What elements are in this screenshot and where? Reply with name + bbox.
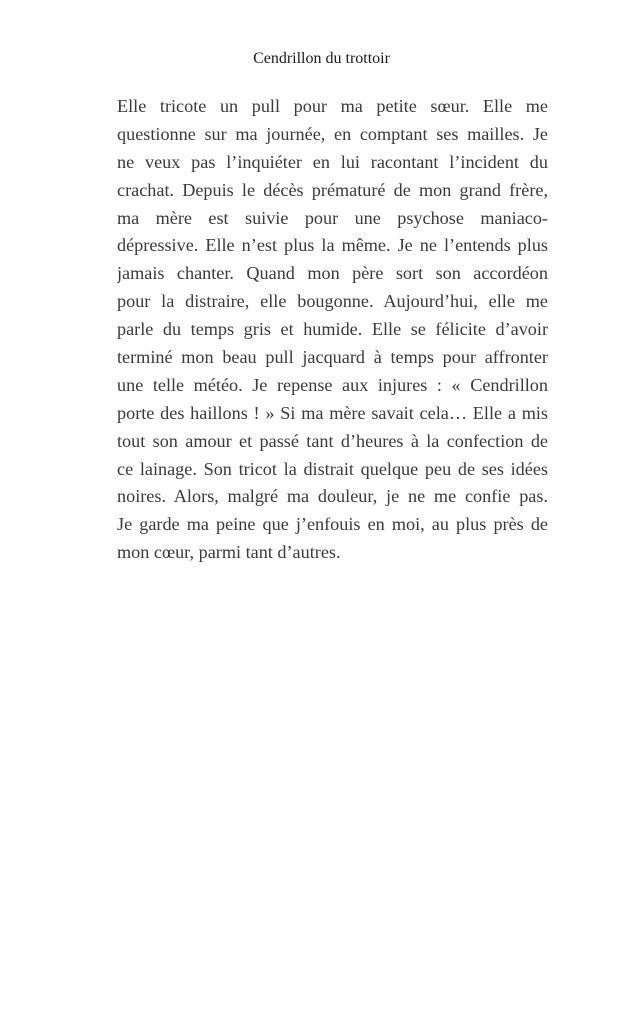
text-line: ne veux pas l’inquiéter en lui racontant l’incident du <box>117 151 548 172</box>
text-line: noires. Alors, malgré ma douleur, je ne me confie pas. <box>117 486 548 507</box>
text-line: porte des haillons ! » Si ma mère savait cela… Elle a mis <box>117 402 548 423</box>
text-line: ce lainage. Son tricot la distrait quelque peu de ses idées <box>117 458 548 479</box>
body-paragraph <box>117 93 548 567</box>
text-line: crachat. Depuis le décès prématuré de mon grand frère, <box>117 179 548 200</box>
text-line: une telle météo. Je repense aux injures : « Cendrillon <box>117 374 548 395</box>
text-line: jamais chanter. Quand mon père sort son accordéon <box>117 263 548 284</box>
text-line: parle du temps gris et humide. Elle se félicite d’avoir <box>117 319 548 340</box>
text-line: terminé mon beau pull jacquard à temps pour affronter <box>117 347 548 368</box>
text-line: tout son amour et passé tant d’heures à la confection de <box>117 430 548 451</box>
text-line: dépressive. Elle n’est plus la même. Je ne l’entends plus <box>117 235 548 256</box>
text-line: mon cœur, parmi tant d’autres. <box>117 542 341 563</box>
running-title: Cendrillon du trottoir <box>253 50 390 67</box>
text-line: questionne sur ma journée, en comptant ses mailles. Je <box>117 123 548 144</box>
text-line: Elle tricote un pull pour ma petite sœur. Elle me <box>117 96 548 116</box>
text-line: ma mère est suivie pour une psychose maniaco- <box>117 207 548 228</box>
text-line: pour la distraire, elle bougonne. Aujourd’hui, elle me <box>117 291 548 312</box>
text-line: Je garde ma peine que j’enfouis en moi, au plus près de <box>117 514 548 535</box>
